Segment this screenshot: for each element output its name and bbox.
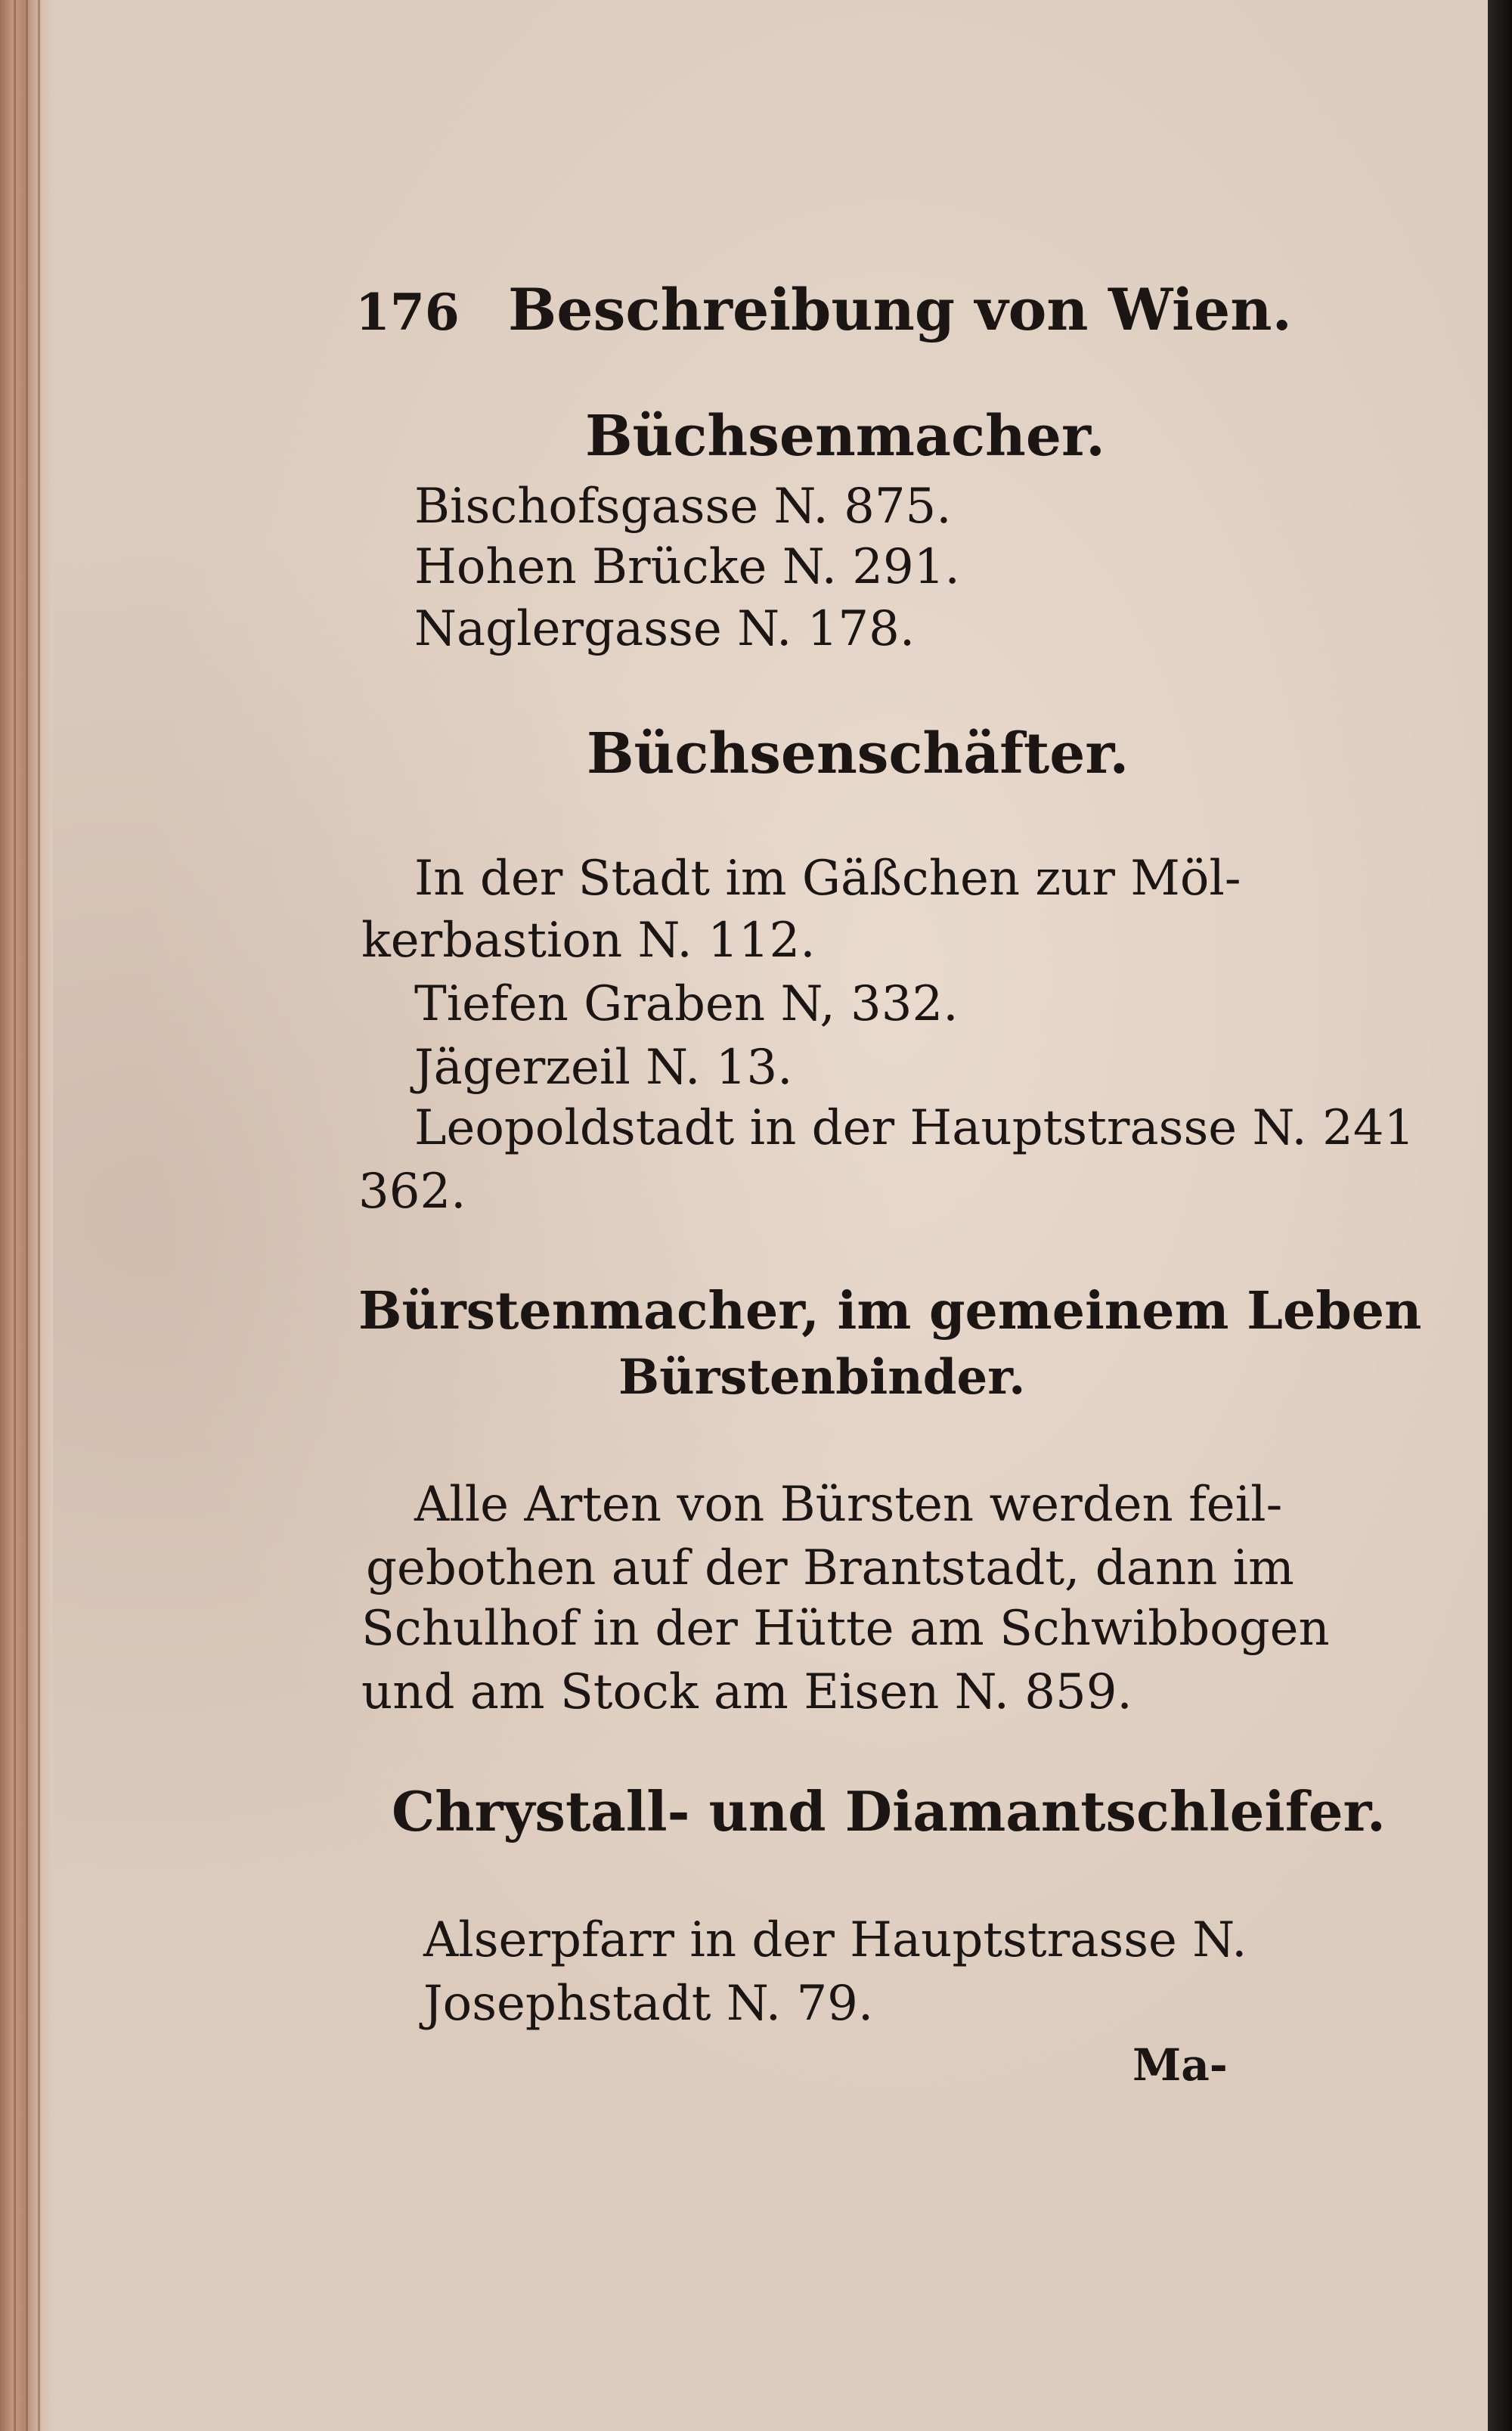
section-heading: Bürstenmacher, im gemeinem Leben — [358, 1281, 1422, 1341]
address-line: Tiefen Graben N, 332. — [414, 976, 959, 1032]
page-number: 176 — [355, 283, 460, 342]
address-line: Jägerzeil N. 13. — [414, 1040, 793, 1096]
running-title: Beschreibung von Wien. — [508, 276, 1292, 343]
address-line: Josephstadt N. 79. — [423, 1976, 874, 2032]
address-line: kerbastion N. 112. — [361, 913, 816, 969]
gutter-line — [26, 0, 28, 2431]
address-line: In der Stadt im Gäßchen zur Möl- — [414, 851, 1241, 907]
text-line: Alle Arten von Bürsten werden feil- — [414, 1477, 1283, 1533]
section-heading: Chrystall- und Diamantschleifer. — [392, 1779, 1386, 1843]
address-line: Alserpfarr in der Hauptstrasse N. — [423, 1912, 1247, 1968]
address-line: Hohen Brücke N. 291. — [414, 539, 960, 595]
section-heading-continued: Bürstenbinder. — [618, 1349, 1026, 1406]
address-line: 362. — [358, 1164, 466, 1220]
gutter-line — [38, 0, 40, 2431]
address-line: Naglergasse N. 178. — [414, 601, 916, 657]
section-heading: Büchsenschäfter. — [587, 721, 1129, 786]
text-line: gebothen auf der Brantstadt, dann im — [366, 1540, 1294, 1596]
address-line: Leopoldstadt in der Hauptstrasse N. 241 — [414, 1100, 1415, 1156]
page-edge-shadow — [1488, 0, 1512, 2431]
gutter-line — [14, 0, 16, 2431]
text-line: und am Stock am Eisen N. 859. — [361, 1664, 1132, 1720]
text-line: Schulhof in der Hütte am Schwibbogen — [361, 1601, 1330, 1657]
section-heading: Büchsenmacher. — [585, 404, 1105, 469]
catchword: Ma- — [1132, 2039, 1228, 2091]
address-line: Bischofsgasse N. 875. — [414, 479, 952, 535]
